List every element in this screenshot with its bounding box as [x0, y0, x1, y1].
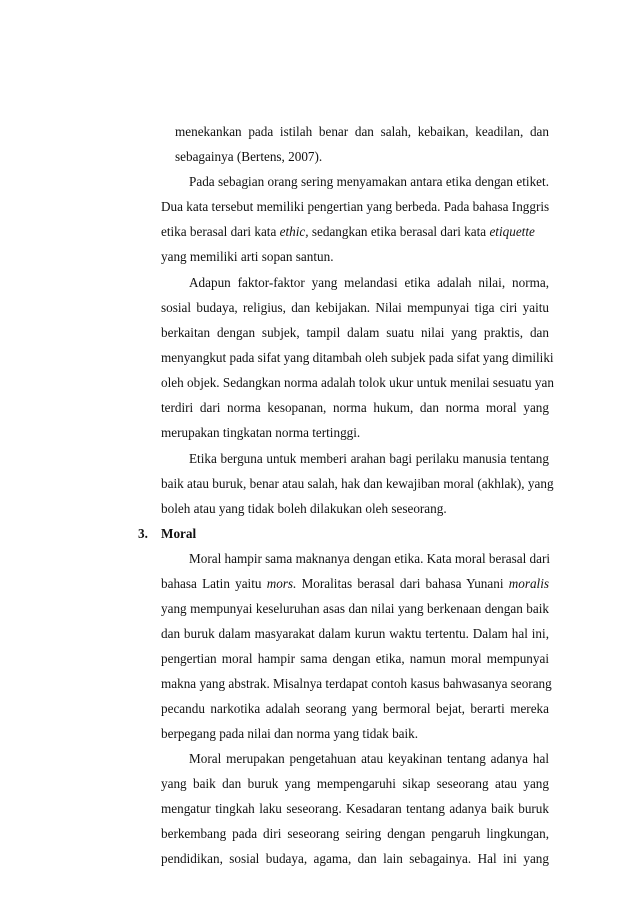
text-line: Moral hampir sama maknanya dengan etika. Kata moral berasal dari: [189, 551, 551, 566]
italic-term: moralis: [508, 576, 550, 591]
italic-term: etiquette: [489, 224, 535, 239]
text-line: berpegang pada nilai dan norma yang tidak baik.: [161, 726, 419, 741]
text-line: sebagainya (Bertens, 2007).: [175, 149, 323, 164]
text-line: [161, 576, 549, 592]
text-line: yang memiliki arti sopan santun.: [161, 249, 334, 264]
italic-term: ethic,: [279, 224, 309, 239]
text-segment: etika berasal dari kata: [161, 224, 277, 239]
text-line: Etika berguna untuk memberi arahan bagi perilaku manusia tentang: [189, 451, 549, 466]
text-line: menekankan pada istilah benar dan salah, kebaikan, keadilan, dan: [175, 124, 549, 139]
text-line: Moral merupakan pengetahuan atau keyakinan tentang adanya hal: [189, 751, 549, 766]
text-line: menyangkut pada sifat yang ditambah oleh subjek pada sifat yang dimiliki: [161, 350, 554, 365]
text-line: berkaitan dengan subjek, tampil dalam suatu nilai yang praktis, dan: [161, 325, 549, 340]
text-segment: Moralitas berasal dari bahasa Yunani: [301, 576, 504, 591]
text-line: berkembang pada diri seseorang seiring dengan pengaruh lingkungan,: [161, 826, 549, 841]
italic-term: mors.: [266, 576, 297, 591]
text-line: baik atau buruk, benar atau salah, hak dan kewajiban moral (akhlak), yang: [161, 476, 554, 491]
text-line: makna yang abstrak. Misalnya terdapat contoh kasus bahwasanya seorang: [161, 676, 552, 691]
text-line: boleh atau yang tidak boleh dilakukan oleh seseorang.: [161, 501, 447, 516]
text-line: merupakan tingkatan norma tertinggi.: [161, 425, 361, 440]
text-line: Adapun faktor-faktor yang melandasi etika adalah nilai, norma,: [189, 275, 549, 290]
text-line: pecandu narkotika adalah seorang yang bermoral bejat, berarti mereka: [161, 701, 549, 716]
text-line: oleh objek. Sedangkan norma adalah tolok ukur untuk menilai sesuatu yan: [161, 375, 554, 390]
text-line: pendidikan, sosial budaya, agama, dan lain sebagainya. Hal ini yang: [161, 851, 549, 866]
text-line: pengertian moral hampir sama dengan etika, namun moral mempunyai: [161, 651, 549, 666]
section-title: Moral: [161, 526, 197, 541]
text-line: Pada sebagian orang sering menyamakan antara etika dengan etiket.: [189, 174, 549, 189]
text-segment: sedangkan etika berasal dari kata: [311, 224, 487, 239]
text-line: yang mempunyai keseluruhan asas dan nilai yang berkenaan dengan baik: [161, 601, 549, 616]
text-segment: bahasa Latin yaitu: [161, 576, 262, 591]
text-line: mengatur tingkah laku seseorang. Kesadaran tentang adanya baik buruk: [161, 801, 549, 816]
text-line: terdiri dari norma kesopanan, norma hukum, dan norma moral yang: [161, 400, 549, 415]
section-number: 3.: [138, 526, 148, 541]
text-line: yang baik dan buruk yang mempengaruhi sikap seseorang atau yang: [161, 776, 549, 791]
text-line: dan buruk dalam masyarakat dalam kurun waktu tertentu. Dalam hal ini,: [161, 626, 549, 641]
text-line: Dua kata tersebut memiliki pengertian yang berbeda. Pada bahasa Inggris: [161, 199, 550, 214]
text-line: sosial budaya, religius, dan kebijakan. Nilai mempunyai tiga ciri yaitu: [161, 300, 549, 315]
text-line: [161, 224, 535, 240]
